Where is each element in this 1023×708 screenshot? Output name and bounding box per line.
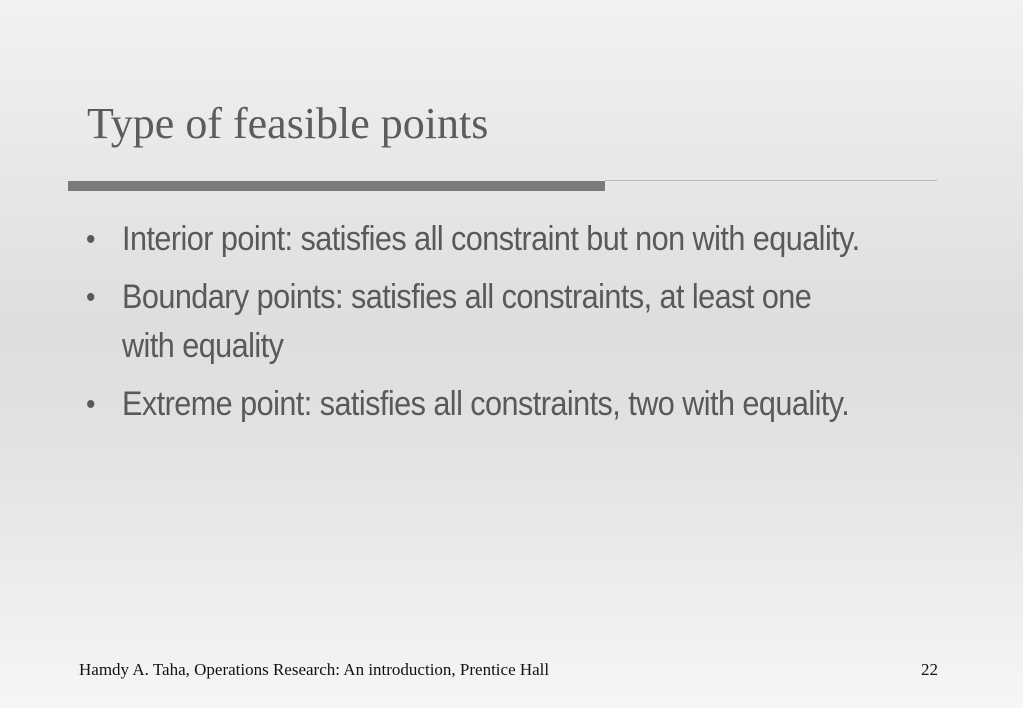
- bullet-marker: •: [86, 223, 95, 256]
- bullet-text: Interior point: satisfies all constraint but non with equality.: [122, 220, 860, 258]
- bullet-text: Boundary points: satisfies all constraints, at least one with equality: [122, 278, 812, 365]
- bullet-item-extreme-point: [86, 380, 860, 429]
- slide-page-number: 22: [921, 660, 938, 679]
- bullet-marker: •: [86, 281, 95, 314]
- bullet-list: [86, 215, 946, 438]
- bullet-item-interior-point: [86, 215, 860, 264]
- slide-title: Type of feasible points: [87, 99, 489, 148]
- bullet-item-boundary-points: [86, 273, 860, 371]
- bullet-text: Extreme point: satisfies all constraints, two with equality.: [122, 385, 850, 423]
- title-underline-thick: [68, 181, 605, 191]
- title-underline-thin: [605, 180, 937, 181]
- bullet-marker: •: [86, 388, 95, 421]
- footer-citation: Hamdy A. Taha, Operations Research: An introduction, Prentice Hall: [79, 660, 550, 679]
